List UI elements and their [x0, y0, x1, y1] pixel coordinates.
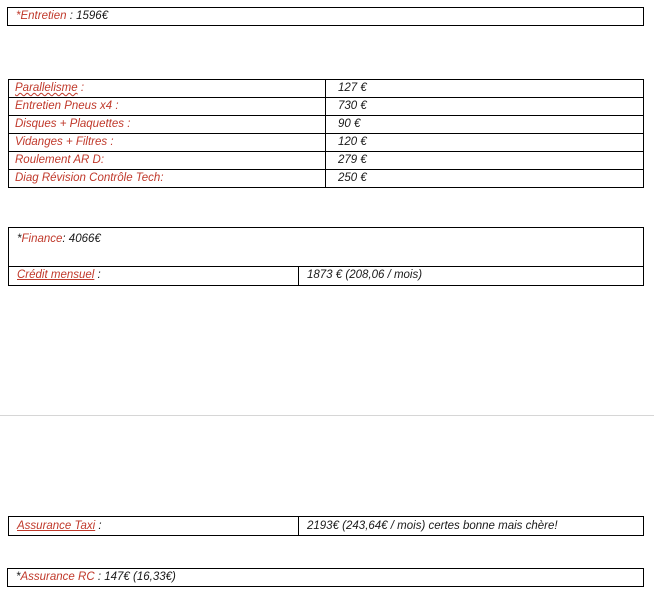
- entretien-total: 1596€: [76, 10, 109, 22]
- credit-value: 1873 € (208,06 / mois): [307, 269, 423, 281]
- assurance-taxi-column-divider: [298, 517, 299, 535]
- table-row: [9, 116, 644, 134]
- assurance-taxi-value: 2193€ (243,64€ / mois) certes bonne mais chère!: [307, 520, 558, 532]
- entretien-label: Entretien: [20, 10, 67, 22]
- finance-total: 4066€: [68, 233, 101, 245]
- assurance-rc-label: Assurance RC: [20, 571, 95, 583]
- table-row: [9, 152, 644, 170]
- assurance-taxi-label-line: [17, 519, 102, 534]
- entretien-sep: :: [66, 10, 77, 22]
- item-value-cell: 90 €: [326, 116, 644, 134]
- finance-star: *: [17, 233, 22, 245]
- credit-label: Crédit mensuel: [17, 269, 95, 281]
- item-value-cell: 730 €: [326, 98, 644, 116]
- item-value-cell: 250 €: [326, 170, 644, 188]
- finance-divider: [9, 266, 643, 267]
- item-label: Parallelisme: [15, 82, 78, 94]
- assurance-rc-sep: :: [94, 571, 105, 583]
- credit-label-line: [17, 268, 101, 283]
- table-row: [9, 134, 644, 152]
- item-value-cell: 127 €: [326, 80, 644, 98]
- item-value-cell: 279 €: [326, 152, 644, 170]
- finance-box: [8, 227, 644, 286]
- entretien-detail-table: [8, 79, 644, 188]
- table-row: [9, 80, 644, 98]
- finance-label: Finance: [21, 233, 63, 245]
- entretien-summary-line: [16, 9, 108, 24]
- assurance-taxi-label: Assurance Taxi: [17, 520, 96, 532]
- item-label-cell: Vidanges + Filtres :: [9, 134, 326, 152]
- assurance-taxi-sep: :: [95, 520, 102, 532]
- finance-column-divider: [298, 266, 299, 285]
- credit-sep: :: [94, 269, 101, 281]
- assurance-rc-box: [7, 568, 644, 587]
- finance-sep: :: [62, 233, 69, 245]
- entretien-summary-box: [7, 7, 644, 26]
- assurance-rc-star: *: [16, 571, 21, 583]
- item-label-cell: [9, 80, 326, 98]
- item-label-cell: Diag Révision Contrôle Tech:: [9, 170, 326, 188]
- item-label-cell: Entretien Pneus x4 :: [9, 98, 326, 116]
- page-break-divider: [0, 415, 654, 416]
- item-label-suffix: :: [77, 82, 85, 94]
- assurance-taxi-box: [8, 516, 644, 536]
- entretien-star: *: [16, 10, 21, 22]
- table-row: [9, 170, 644, 188]
- finance-summary-line: [17, 232, 101, 247]
- assurance-rc-line: [16, 570, 176, 585]
- table-row: [9, 98, 644, 116]
- assurance-rc-value: 147€ (16,33€): [104, 571, 176, 583]
- item-value-cell: 120 €: [326, 134, 644, 152]
- item-label-cell: Disques + Plaquettes :: [9, 116, 326, 134]
- item-label-cell: Roulement AR D:: [9, 152, 326, 170]
